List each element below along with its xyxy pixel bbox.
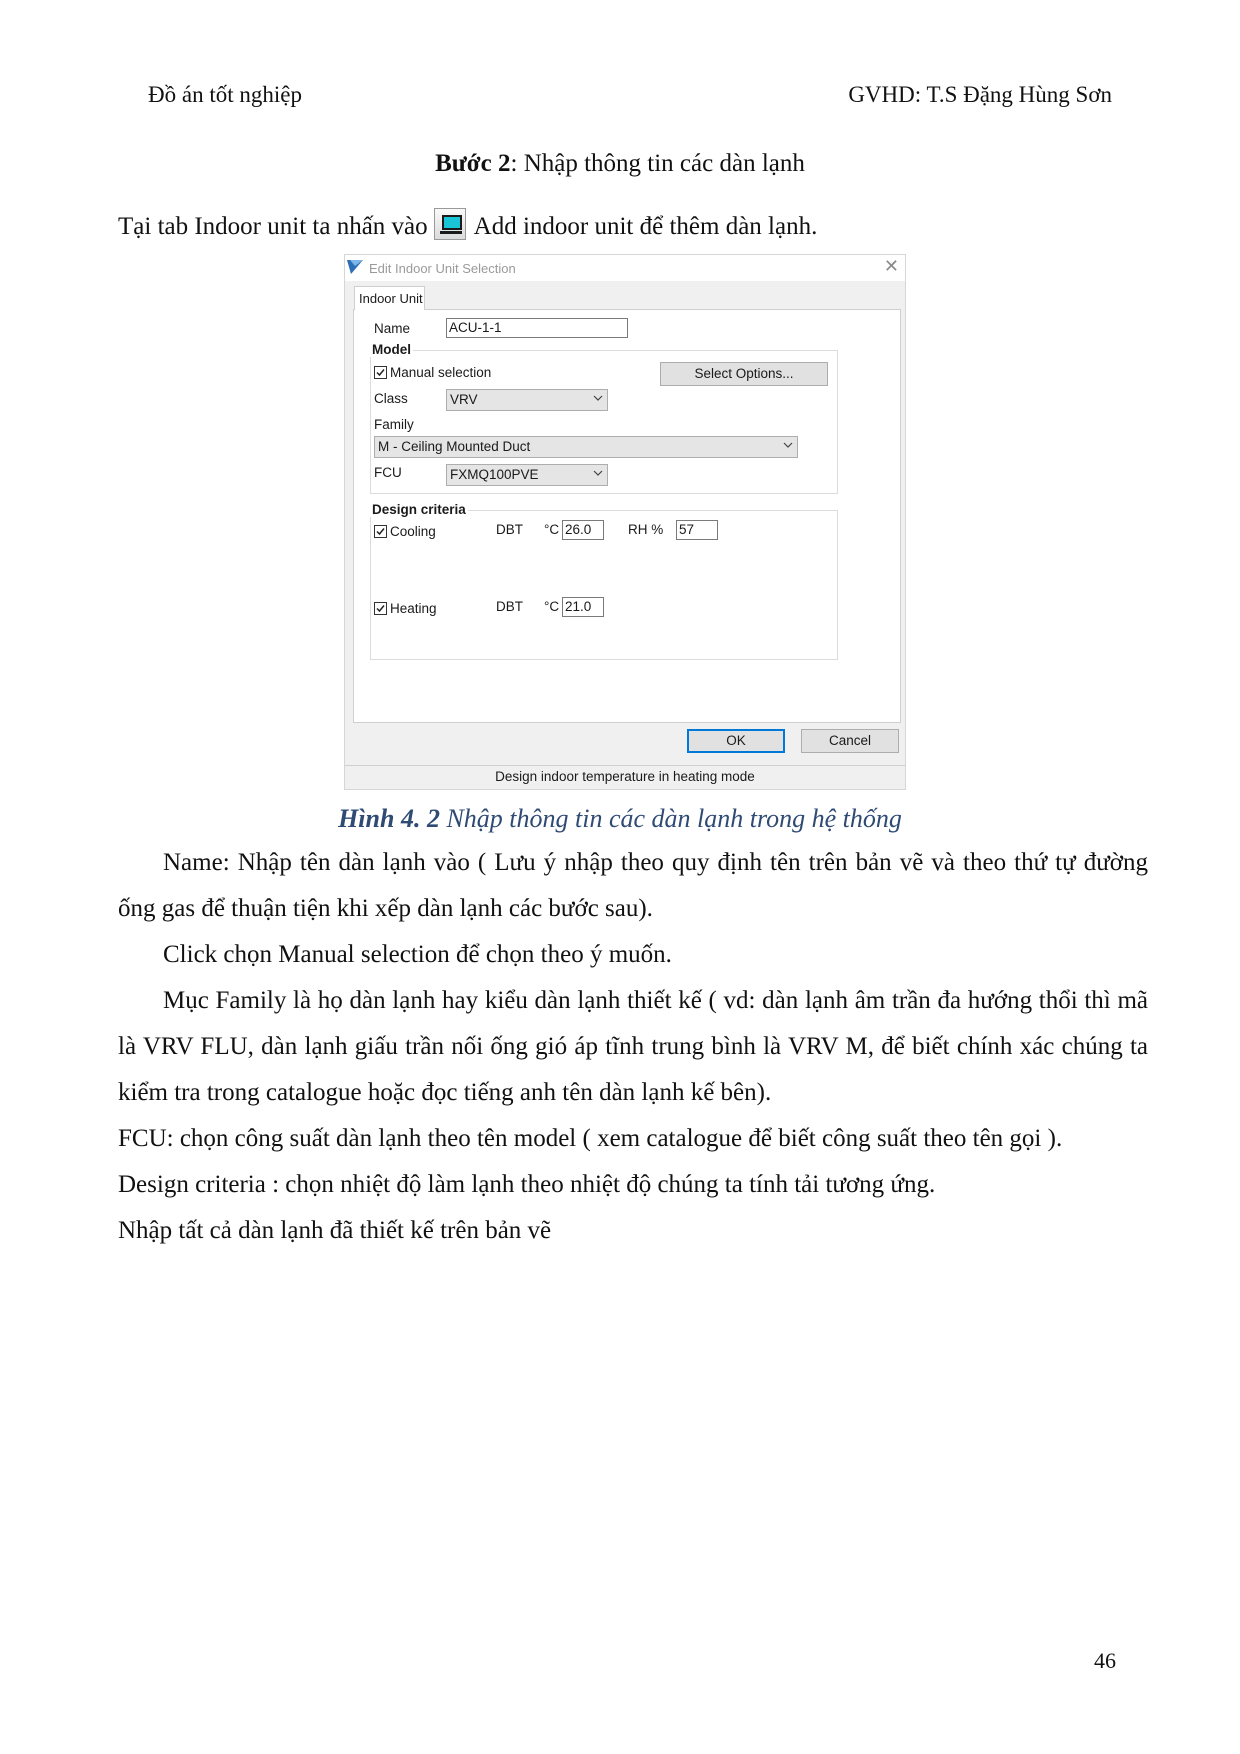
cooling-temp-field[interactable] (562, 520, 604, 540)
paragraph-fcu: FCU: chọn công suất dàn lạnh theo tên model ( xem catalogue để biết công suất theo tên gọi ). (118, 1125, 1063, 1152)
checkmark-icon (375, 526, 386, 537)
manual-selection-label: Manual selection (390, 365, 492, 380)
rh-label: RH % (628, 522, 664, 537)
family-label: Family (374, 417, 414, 432)
caption-text: Nhập thông tin các dàn lạnh trong hệ thống (439, 804, 902, 833)
tab-indoor-unit-label: Indoor Unit (359, 291, 423, 306)
select-options-button[interactable]: Select Options... (660, 362, 828, 386)
manual-selection-checkbox[interactable] (374, 366, 387, 379)
indoor-unit-panel (353, 309, 901, 723)
cooling-dbt-label: DBT (496, 522, 523, 537)
paragraph-manual-selection: Click chọn Manual selection để chọn theo ý muốn. (163, 941, 672, 968)
family-dropdown[interactable] (374, 436, 798, 458)
step-label: Bước 2 (435, 150, 511, 177)
heating-unit: °C (544, 599, 560, 614)
cancel-button[interactable]: Cancel (801, 729, 899, 753)
checkmark-icon (375, 367, 386, 378)
name-value: ACU-1-1 (449, 320, 502, 335)
app-logo-icon (347, 260, 363, 274)
heating-dbt-label: DBT (496, 599, 523, 614)
chevron-down-icon (593, 393, 603, 403)
rh-field[interactable] (676, 520, 718, 540)
step-heading (0, 150, 1240, 178)
ok-button[interactable]: OK (687, 729, 785, 753)
dialog-title: Edit Indoor Unit Selection (369, 261, 516, 276)
paragraph-final: Nhập tất cả dàn lạnh đã thiết kế trên bản vẽ (118, 1217, 552, 1244)
cooling-unit: °C (544, 522, 560, 537)
add-indoor-unit-icon (434, 208, 466, 240)
class-value: VRV (450, 392, 478, 407)
design-criteria-group (370, 510, 838, 660)
name-label: Name (374, 321, 411, 336)
chevron-down-icon (593, 468, 603, 478)
cooling-temp-value: 26.0 (565, 522, 592, 537)
intro-before: Tại tab Indoor unit ta nhấn vào (118, 213, 428, 240)
fcu-value: FXMQ100PVE (450, 467, 539, 482)
class-label: Class (374, 391, 408, 406)
intro-line (118, 208, 817, 241)
figure-caption (0, 804, 1240, 834)
intro-after: Add indoor unit để thêm dàn lạnh. (473, 213, 818, 240)
close-icon[interactable]: ✕ (883, 256, 899, 276)
chevron-down-icon (783, 440, 793, 450)
name-field[interactable] (446, 318, 628, 338)
checkmark-icon (375, 603, 386, 614)
class-dropdown[interactable] (446, 389, 608, 411)
heating-checkbox[interactable] (374, 602, 387, 615)
paragraph-family: Mục Family là họ dàn lạnh hay kiểu dàn lạnh thiết kế ( vd: dàn lạnh âm trần đa hướng thổi thì mã là VRV FLU, dàn lạnh giấu trần nối ống gió áp tĩnh trung bình là VRV M, để biết chính xác chúng ta kiểm tra trong catalogue hoặc đọc tiếng anh tên dàn lạnh kế bên). (118, 987, 1148, 1106)
cooling-checkbox[interactable] (374, 525, 387, 538)
rh-value: 57 (679, 522, 695, 537)
step-text: : Nhập thông tin các dàn lạnh (510, 150, 805, 177)
cooling-label: Cooling (390, 524, 436, 539)
dialog-titlebar (345, 255, 905, 281)
fcu-label: FCU (374, 465, 402, 480)
fcu-dropdown[interactable] (446, 464, 608, 486)
heating-temp-value: 21.0 (565, 599, 592, 614)
caption-label: Hình 4. 2 (338, 804, 440, 833)
design-criteria-title: Design criteria (372, 502, 466, 517)
edit-indoor-unit-dialog (344, 254, 906, 790)
header-left: Đồ án tốt nghiệp (148, 82, 302, 107)
paragraph-name: Name: Nhập tên dàn lạnh vào ( Lưu ý nhập theo quy định tên trên bản vẽ và theo thứ tự đường ống gas để thuận tiện khi xếp dàn lạnh các bước sau). (118, 849, 1148, 922)
heating-label: Heating (390, 601, 437, 616)
page-number: 46 (1094, 1648, 1116, 1673)
header-right: GVHD: T.S Đặng Hùng Sơn (848, 82, 1112, 107)
heating-temp-field[interactable] (562, 597, 604, 617)
model-group-title: Model (372, 342, 411, 357)
family-value: M - Ceiling Mounted Duct (378, 439, 531, 454)
status-bar: Design indoor temperature in heating mode (345, 765, 905, 789)
tab-indoor-unit[interactable] (354, 286, 425, 310)
paragraph-design-criteria: Design criteria : chọn nhiệt độ làm lạnh theo nhiệt độ chúng ta tính tải tương ứng. (118, 1171, 936, 1198)
